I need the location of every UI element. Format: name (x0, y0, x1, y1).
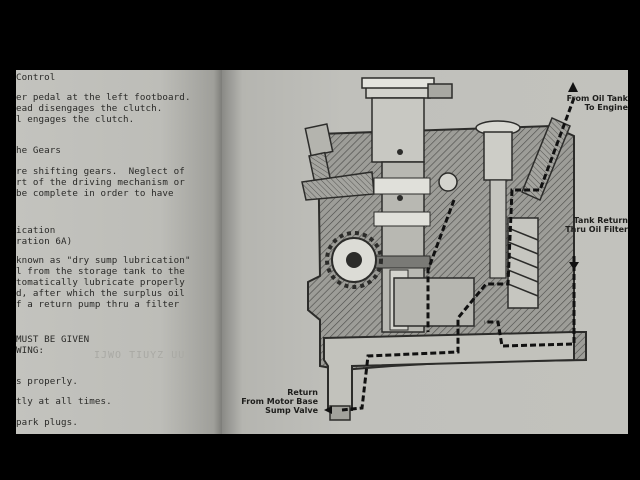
label-tank-return: Tank Return Thru Oil Filter (565, 216, 628, 234)
scanned-document (16, 70, 628, 434)
oil-pump-diagram (222, 70, 628, 434)
worm-gear (508, 218, 538, 308)
text-line: s properly. (16, 376, 78, 387)
text-line: Control (16, 72, 56, 83)
text-line: f a return pump thru a filter (16, 299, 180, 310)
text-line: WING: (16, 345, 45, 356)
text-line: d, after which the surplus oil (16, 288, 185, 299)
text-line: ration 6A) (16, 236, 73, 247)
bleed-through-text: IJWO TIUYZ UU (94, 350, 186, 361)
text-line: known as "dry sump lubrication" (16, 255, 191, 266)
text-line: tly at all times. (16, 396, 112, 407)
text-line: be complete in order to have (16, 188, 174, 199)
text-line: re shifting gears. Neglect of (16, 166, 185, 177)
right-page (222, 70, 628, 434)
text-line: tomatically lubricate properly (16, 277, 185, 288)
check-ball (439, 173, 457, 191)
left-page (16, 70, 222, 434)
text-line: ication (16, 225, 56, 236)
text-line: MUST BE GIVEN (16, 334, 90, 345)
text-line: ead disengages the clutch. (16, 103, 163, 114)
text-line: l from the storage tank to the (16, 266, 185, 277)
return-pipe (324, 332, 574, 410)
arrow-icon (568, 82, 578, 92)
text-line: park plugs. (16, 417, 78, 428)
text-line: rt of the driving mechanism or (16, 177, 185, 188)
text-line: he Gears (16, 145, 62, 156)
text-line: l engages the clutch. (16, 114, 135, 125)
label-return-motor-base: Return From Motor Base Sump Valve (241, 388, 318, 415)
label-from-oil-tank: From Oil Tank To Engine (566, 94, 628, 112)
lower-chamber (394, 278, 474, 326)
text-line: er pedal at the left footboard. (16, 92, 191, 103)
